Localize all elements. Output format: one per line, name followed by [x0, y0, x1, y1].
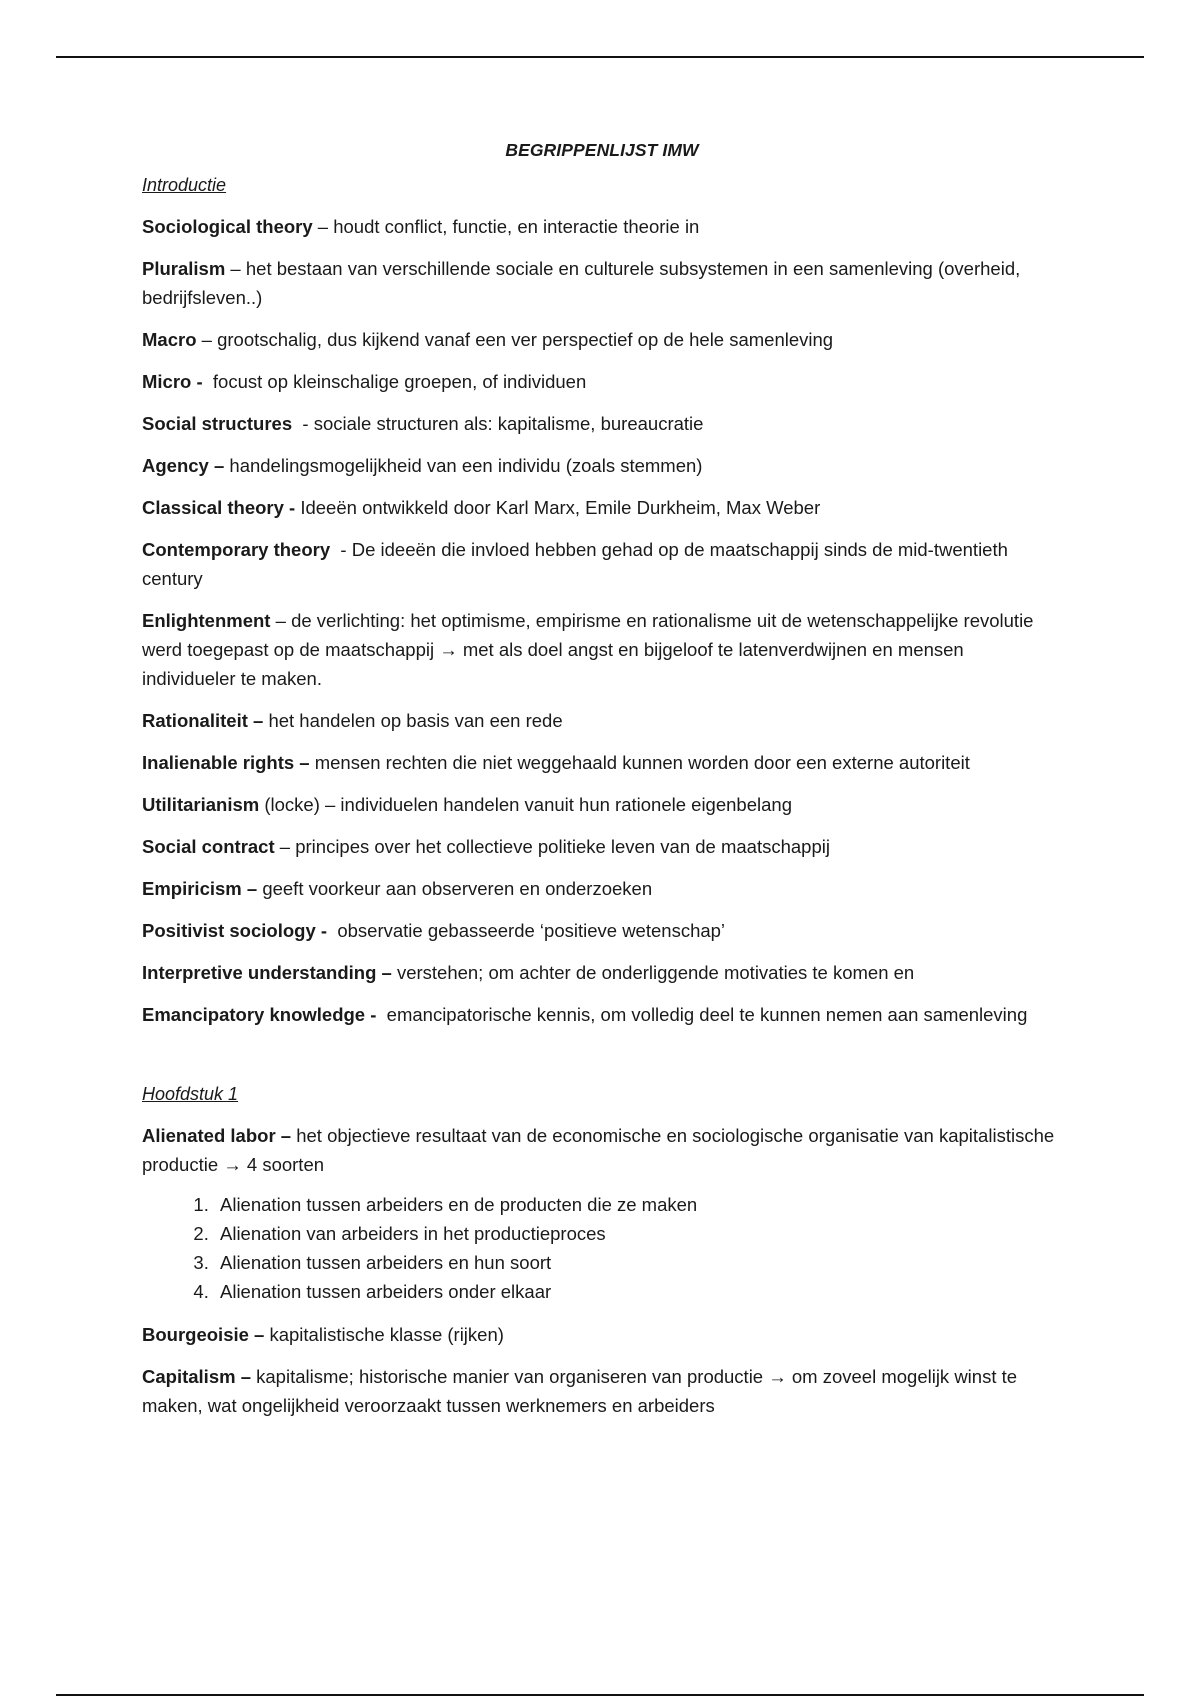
glossary-term: Enlightenment	[142, 610, 271, 631]
glossary-definition: geeft voorkeur aan observeren en onderzoeken	[262, 878, 653, 899]
glossary-definition: het objectieve resultaat van de economische en sociologische organisatie van kapitalistische productie → 4 soorten	[142, 1125, 1055, 1175]
glossary-term: Capitalism –	[142, 1366, 251, 1387]
glossary-entry	[142, 212, 1062, 241]
glossary-entry	[142, 1000, 1062, 1029]
list-item: 4. Alienation tussen arbeiders onder elkaar	[214, 1277, 1062, 1306]
term-separator: -	[292, 413, 314, 434]
glossary-definition: kapitalistische klasse (rijken)	[269, 1324, 504, 1345]
term-separator: –	[312, 216, 334, 237]
glossary-definition: (locke) – individuelen handelen vanuit hun rationele eigenbelang	[264, 794, 792, 815]
hoofdstuk-1-entries-after	[142, 1320, 1062, 1420]
glossary-definition: het handelen op basis van een rede	[268, 710, 563, 731]
section-gap	[142, 1042, 1062, 1084]
document-body	[142, 140, 1062, 1433]
glossary-entry	[142, 1320, 1062, 1349]
glossary-entry	[142, 874, 1062, 903]
glossary-definition: mensen rechten die niet weggehaald kunnen worden door een externe autoriteit	[314, 752, 970, 773]
glossary-term: Micro -	[142, 371, 203, 392]
glossary-term: Pluralism	[142, 258, 226, 279]
glossary-entry	[142, 367, 1062, 396]
introductie-entries	[142, 212, 1062, 1029]
glossary-definition: sociale structuren als: kapitalisme, bureaucratie	[313, 413, 704, 434]
glossary-term: Agency –	[142, 455, 225, 476]
glossary-term: Classical theory -	[142, 497, 296, 518]
glossary-term: Empiricism –	[142, 878, 258, 899]
glossary-definition: verstehen; om achter de onderliggende motivaties te komen en	[396, 962, 915, 983]
glossary-entry	[142, 790, 1062, 819]
glossary-entry	[142, 916, 1062, 945]
glossary-entry	[142, 493, 1062, 522]
glossary-term: Sociological theory	[142, 216, 313, 237]
alienation-list	[142, 1190, 1062, 1306]
glossary-definition: De ideeën die invloed hebben gehad op de maatschappij sinds de mid-twentieth century	[142, 539, 1008, 589]
section-heading-hoofdstuk-1: Hoofdstuk 1	[142, 1084, 239, 1104]
glossary-entry	[142, 535, 1062, 593]
glossary-term: Social contract	[142, 836, 275, 857]
glossary-term: Contemporary theory	[142, 539, 331, 560]
term-separator: –	[196, 329, 218, 350]
glossary-entry	[142, 254, 1062, 312]
glossary-term: Interpretive understanding –	[142, 962, 392, 983]
glossary-definition: het bestaan van verschillende sociale en culturele subsystemen in een samenleving (overheid, bedrijfsleven..)	[142, 258, 1021, 308]
glossary-definition: focust op kleinschalige groepen, of individuen	[212, 371, 587, 392]
glossary-term: Emancipatory knowledge -	[142, 1004, 377, 1025]
glossary-definition: houdt conflict, functie, en interactie theorie in	[333, 216, 700, 237]
bottom-rule	[56, 1694, 1144, 1696]
glossary-term: Alienated labor –	[142, 1125, 292, 1146]
glossary-definition: emancipatorische kennis, om volledig deel te kunnen nemen aan samenleving	[386, 1004, 1028, 1025]
glossary-entry	[142, 748, 1062, 777]
term-separator: –	[225, 258, 246, 279]
glossary-term: Inalienable rights –	[142, 752, 310, 773]
glossary-entry	[142, 606, 1062, 693]
glossary-entry	[142, 832, 1062, 861]
glossary-term: Bourgeoisie –	[142, 1324, 265, 1345]
hoofdstuk-1-entries	[142, 1121, 1062, 1179]
glossary-term: Utilitarianism	[142, 794, 260, 815]
glossary-entry	[142, 325, 1062, 354]
glossary-definition: observatie gebasseerde ‘positieve wetenschap’	[337, 920, 726, 941]
list-item: 2. Alienation van arbeiders in het productieproces	[214, 1219, 1062, 1248]
top-rule	[56, 56, 1144, 58]
glossary-definition: de verlichting: het optimisme, empirisme en rationalisme uit de wetenschappelijke revolutie werd toegepast op de maatschappij → met als doel angst en bijgeloof te latenverdwijnen en mensen individueler te maken.	[142, 610, 1034, 689]
document-title: BEGRIPPENLIJST IMW	[505, 140, 699, 160]
glossary-entry	[142, 1362, 1062, 1420]
glossary-definition: Ideeën ontwikkeld door Karl Marx, Emile Durkheim, Max Weber	[300, 497, 821, 518]
term-separator	[376, 1004, 386, 1025]
term-separator	[327, 920, 337, 941]
term-separator: -	[330, 539, 352, 560]
glossary-definition: grootschalig, dus kijkend vanaf een ver perspectief op de hele samenleving	[217, 329, 834, 350]
glossary-definition: handelingsmogelijkheid van een individu (zoals stemmen)	[229, 455, 703, 476]
glossary-entry	[142, 1121, 1062, 1179]
list-item: 1. Alienation tussen arbeiders en de producten die ze maken	[214, 1190, 1062, 1219]
glossary-term: Social structures	[142, 413, 293, 434]
term-separator: –	[274, 836, 296, 857]
glossary-definition: kapitalisme; historische manier van organiseren van productie → om zoveel mogelijk winst te maken, wat ongelijkheid veroorzaakt tussen werknemers en arbeiders	[142, 1366, 1018, 1416]
glossary-entry	[142, 409, 1062, 438]
glossary-entry	[142, 706, 1062, 735]
glossary-term: Macro	[142, 329, 197, 350]
section-heading-introductie: Introductie	[142, 175, 227, 195]
term-separator: –	[270, 610, 292, 631]
glossary-entry	[142, 958, 1062, 987]
glossary-entry	[142, 451, 1062, 480]
glossary-definition: principes over het collectieve politieke leven van de maatschappij	[295, 836, 830, 857]
glossary-term: Rationaliteit –	[142, 710, 264, 731]
list-item: 3. Alienation tussen arbeiders en hun soort	[214, 1248, 1062, 1277]
glossary-term: Positivist sociology -	[142, 920, 328, 941]
term-separator	[203, 371, 213, 392]
